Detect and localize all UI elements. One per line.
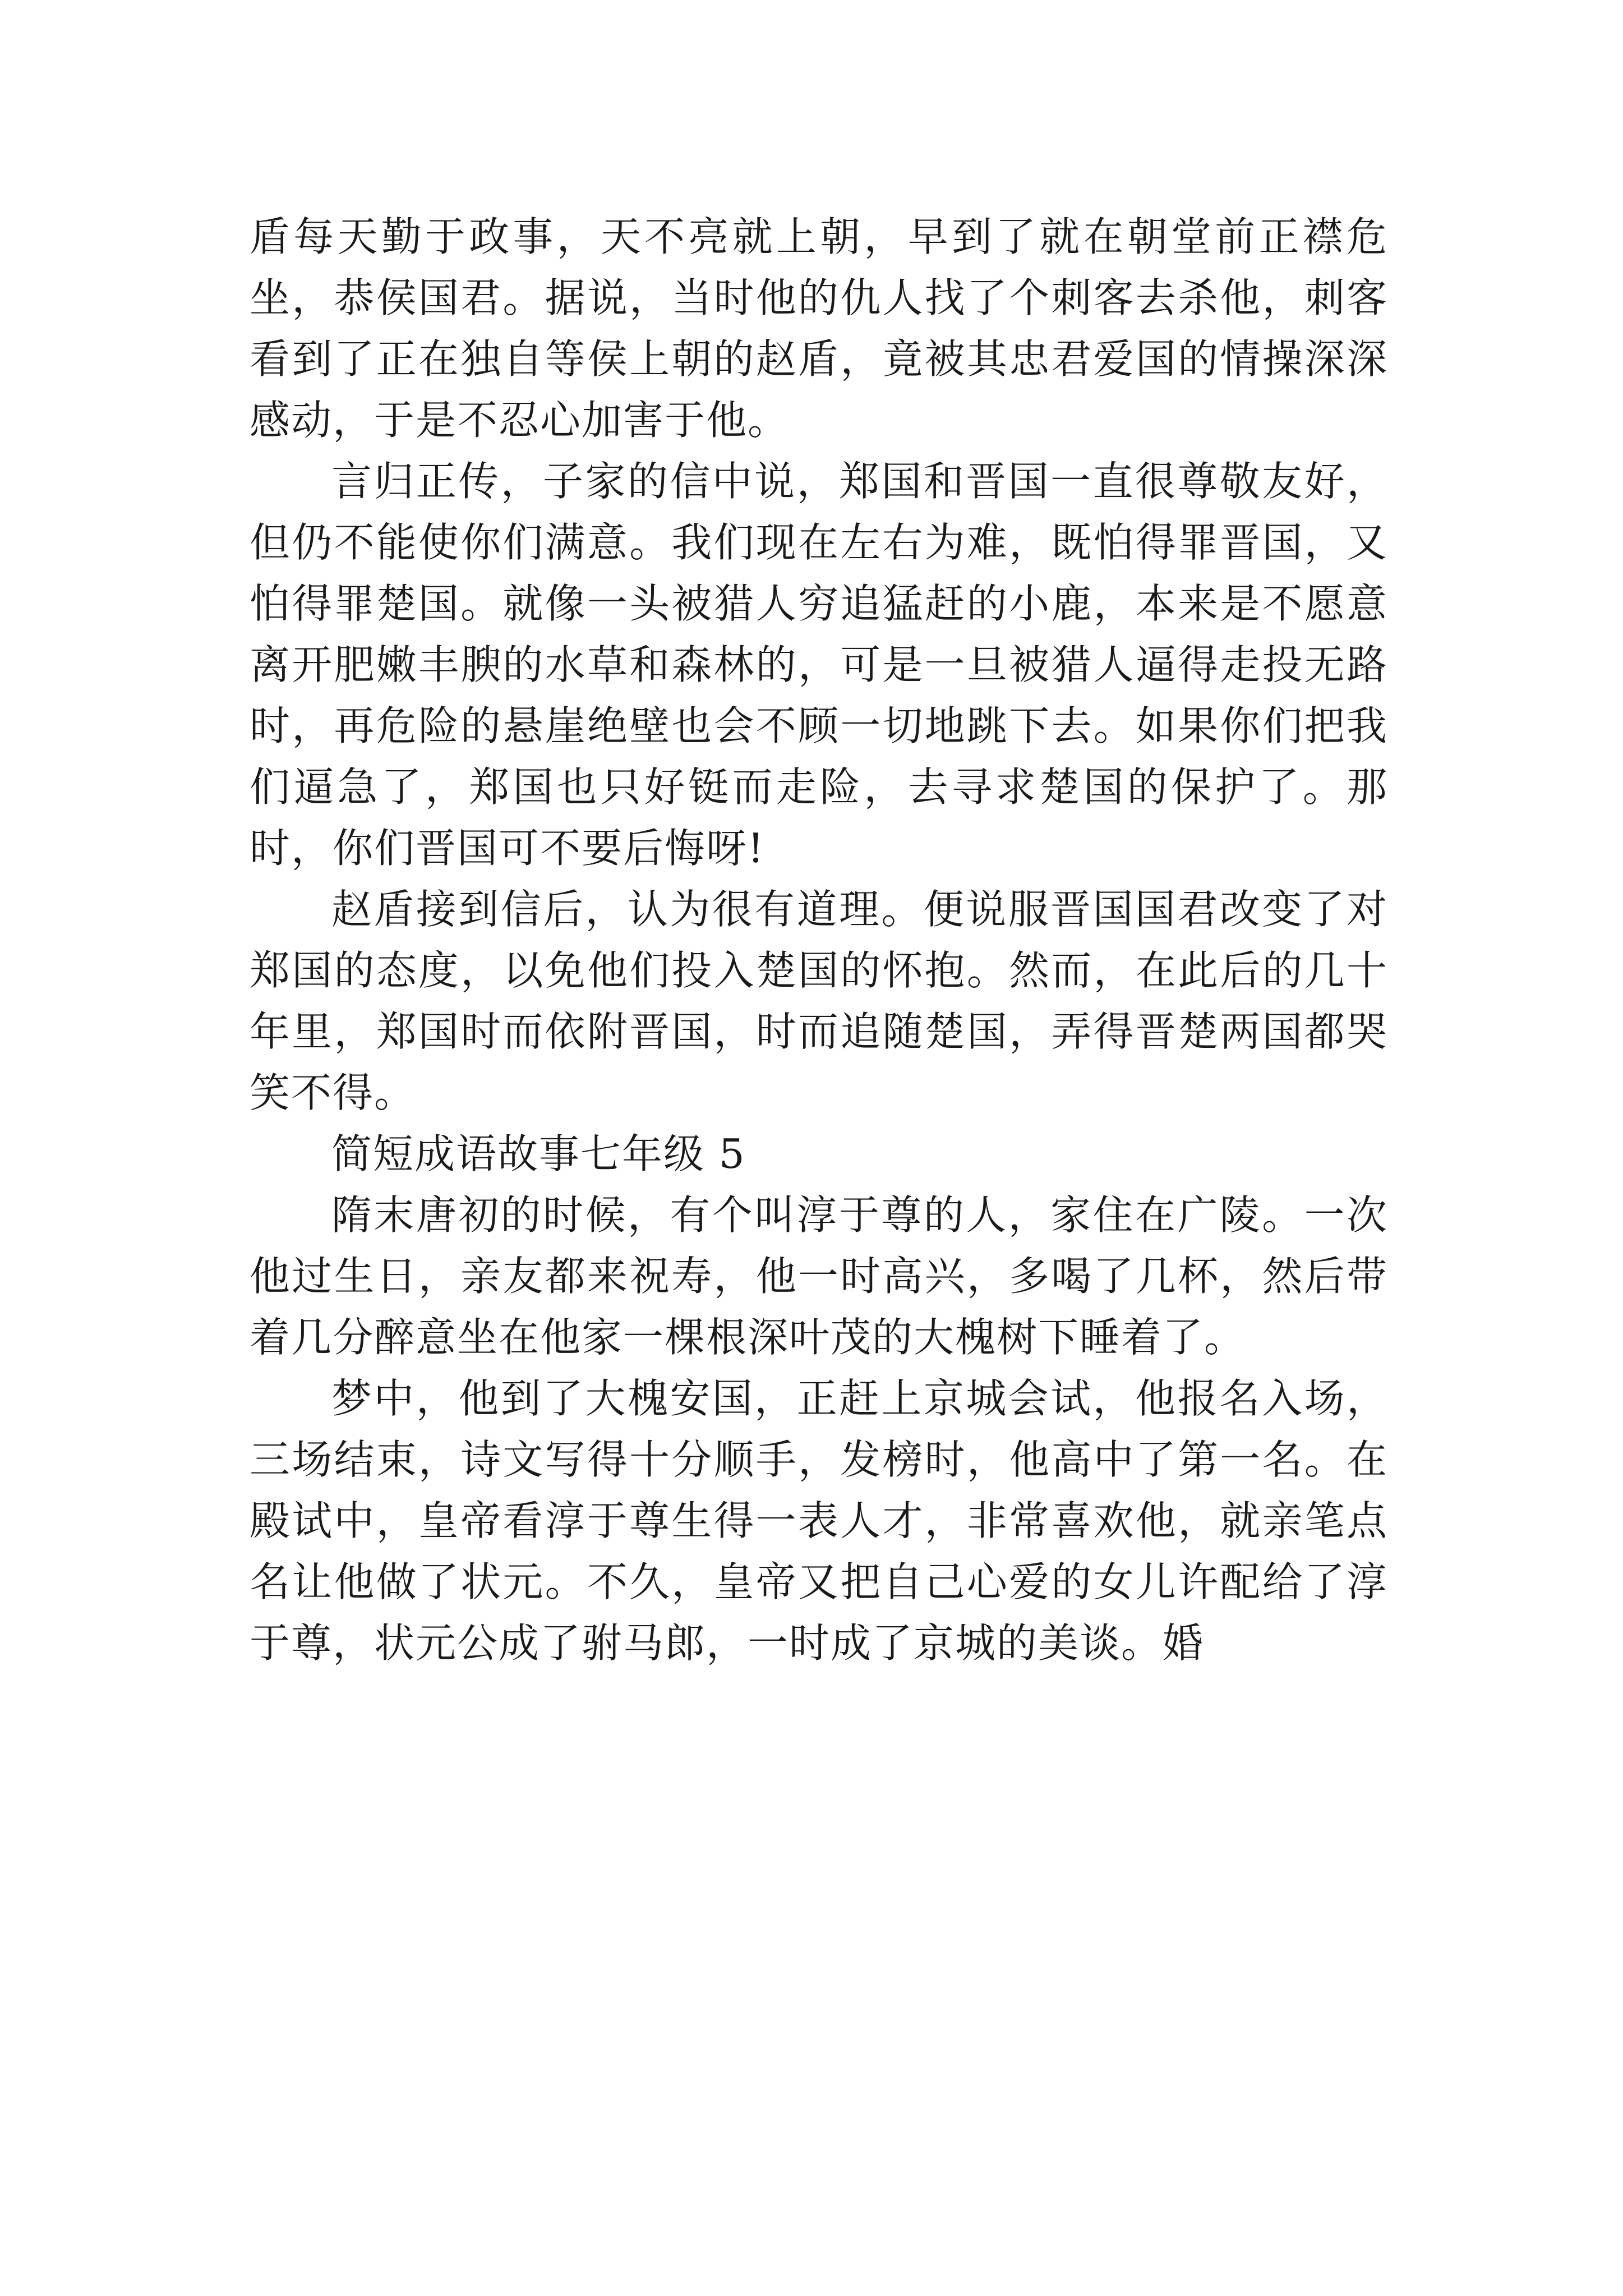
paragraph: 赵盾接到信后，认为很有道理。便说服晋国国君改变了对郑国的态度，以免他们投入楚国的怀抱。然而，在此后的几十年里，郑国时而依附晋国，时而追随楚国，弄得晋楚两国都哭笑不得。: [250, 886, 1388, 1116]
paragraph: 言归正传，子家的信中说，郑国和晋国一直很尊敬友好，但仍不能使你们满意。我们现在左右为难，既怕得罪晋国，又怕得罪楚国。就像一头被猎人穷追猛赶的小鹿，本来是不愿意离开肥嫩丰腴的水草和森林的，可是一旦被猎人逼得走投无路时，再危险的悬崖绝壁也会不顾一切地跳下去。如果你们把我们逼急了，郑国也只好铤而走险，去寻求楚国的保护了。那时，你们晋国可不要后悔呀!: [250, 458, 1388, 872]
section-heading: 简短成语故事七年级 5: [331, 1130, 746, 1177]
document-body: [250, 206, 1388, 1674]
paragraph: 盾每天勤于政事，天不亮就上朝，早到了就在朝堂前正襟危坐，恭侯国君。据说，当时他的仇人找了个刺客去杀他，刺客看到了正在独自等侯上朝的赵盾，竟被其忠君爱国的情操深深感动，于是不忍心加害于他。: [250, 213, 1388, 444]
paragraph: 隋末唐初的时候，有个叫淳于尊的人，家住在广陵。一次他过生日，亲友都来祝寿，他一时高兴，多喝了几杯，然后带着几分醉意坐在他家一棵根深叶茂的大槐树下睡着了。: [250, 1191, 1388, 1361]
paragraph: 梦中，他到了大槐安国，正赶上京城会试，他报名入场，三场结束，诗文写得十分顺手，发榜时，他高中了第一名。在殿试中，皇帝看淳于尊生得一表人才，非常喜欢他，就亲笔点名让他做了状元。不久，皇帝又把自己心爱的女儿许配给了淳于尊，状元公成了驸马郎，一时成了京城的美谈。婚: [250, 1375, 1388, 1667]
